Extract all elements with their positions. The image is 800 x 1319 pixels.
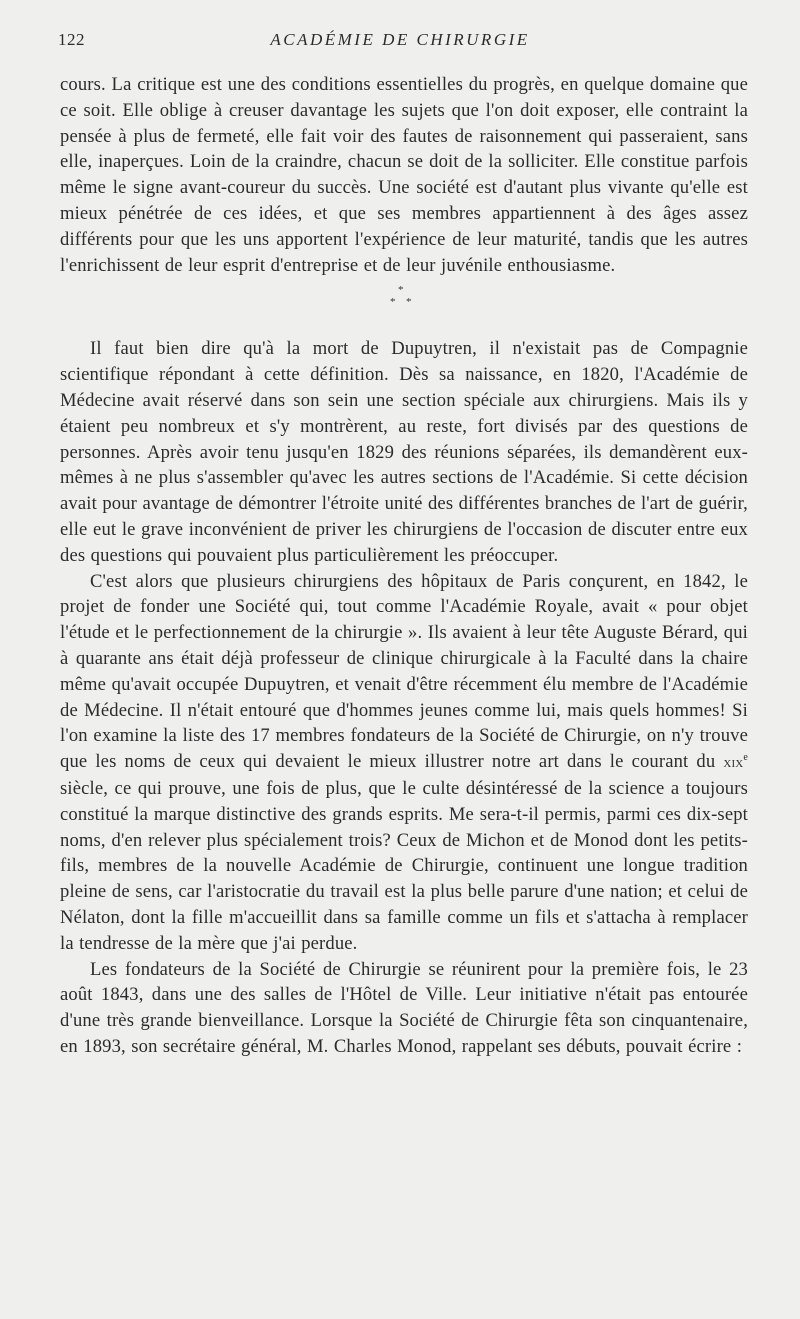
century-superscript: e xyxy=(743,751,748,763)
paragraph-founders-part-2: siècle, ce qui prouve, une fois de plus, que le culte désintéressé de la science a toujours constitué la marque distinctive des grands esprits. Me sera-t-il permis, parmi ces dix-sept noms, d'en relever plus spécialement trois? Ceux de Michon et de Monod dont les petits-fils, membres de la nouvelle Académie de Chirurgie, continuent une longue tradition pleine de sens, car l'aristocratie du travail est la plus belle parure d'une nation; et celui de Nélaton, dont la fille m'accueillit dans sa famille comme un fils et s'attacha à remplacer la tendresse de la mère que j'ai perdue. xyxy=(60,777,748,954)
century-numeral: xix xyxy=(723,754,744,772)
running-head xyxy=(58,30,742,54)
paragraph-first-meeting: Les fondateurs de la Société de Chirurgie se réunirent pour la première fois, le 23 août 1843, dans une des salles de l'Hôtel de Ville. Leur initiative n'était pas entourée d'une très grande bienveillance. Lorsque la Société de Chirurgie fêta son cinquantenaire, en 1893, son secrétaire général, M. Charles Monod, rappelant ses débuts, pouvait écrire : xyxy=(60,958,748,1057)
asterism-star-left: * xyxy=(390,296,396,309)
paragraph-continuation: cours. La critique est une des conditions essentielles du progrès, en quelque domaine que ce soit. Elle oblige à creuser davantage les sujets que l'on doit exposer, elle contraint la pensée à plus de fermeté, elle fait voir des fautes de raisonnement qui passeraient, sans elle, inaperçues. Loin de la craindre, chacun se doit de la solliciter. Elle constitue parfois même le signe avant-coureur du succès. Une société est d'autant plus vivante qu'elle est mieux pénétrée de ces idées, et que ses membres appartiennent à des âges assez différents pour que les uns apportent l'expérience de leur maturité, tandis que les autres l'enrichissent de leur esprit d'entreprise et de leur juvénile enthousiasme. xyxy=(60,74,748,276)
paragraph-founders xyxy=(60,569,748,957)
asterism-star-top: * xyxy=(398,284,404,297)
asterism-star-right: * xyxy=(406,296,412,309)
page-number: 122 xyxy=(58,30,85,49)
paragraph-founders-part-1: C'est alors que plusieurs chirurgiens des hôpitaux de Paris conçurent, en 1842, le projet de fonder une Société qui, tout comme l'Académie Royale, avait « pour objet l'étude et le perfectionnement de la chirurgie ». Ils avaient à leur tête Auguste Bérard, qui à quarante ans était déjà professeur de clinique chirurgicale à la Faculté dans la chaire même qu'avait occupée Dupuytren, et venait d'être récemment élu membre de l'Académie de Médecine. Il n'était entouré que d'hommes jeunes comme lui, mais quels hommes! Si l'on examine la liste des 17 membres fondateurs de la Société de Chirurgie, on n'y trouve que les noms de ceux qui devaient le mieux illustrer notre art dans le courant du xyxy=(60,570,748,773)
running-title: ACADÉMIE DE CHIRURGIE xyxy=(270,30,530,49)
section-asterism xyxy=(60,282,748,326)
body-text xyxy=(60,72,748,1060)
paragraph-dupuytren: Il faut bien dire qu'à la mort de Dupuytren, il n'existait pas de Compagnie scientifique répondant à cette définition. Dès sa naissance, en 1820, l'Académie de Médecine avait réservé dans son sein une section spéciale aux chirurgiens. Mais ils y étaient peu nombreux et s'y montrèrent, au reste, fort divisés par des questions de personnes. Après avoir tenu jusqu'en 1829 des réunions séparées, ils demandèrent eux-mêmes à ne plus s'assembler qu'avec les autres sections de l'Académie. Si cette décision avait pour avantage de démontrer l'étroite unité des différentes branches de l'art de guérir, elle eut le grave inconvénient de priver les chirurgiens de l'occasion de discuter entre eux des questions qui pouvaient plus particulièrement les préoccuper. xyxy=(60,338,748,566)
